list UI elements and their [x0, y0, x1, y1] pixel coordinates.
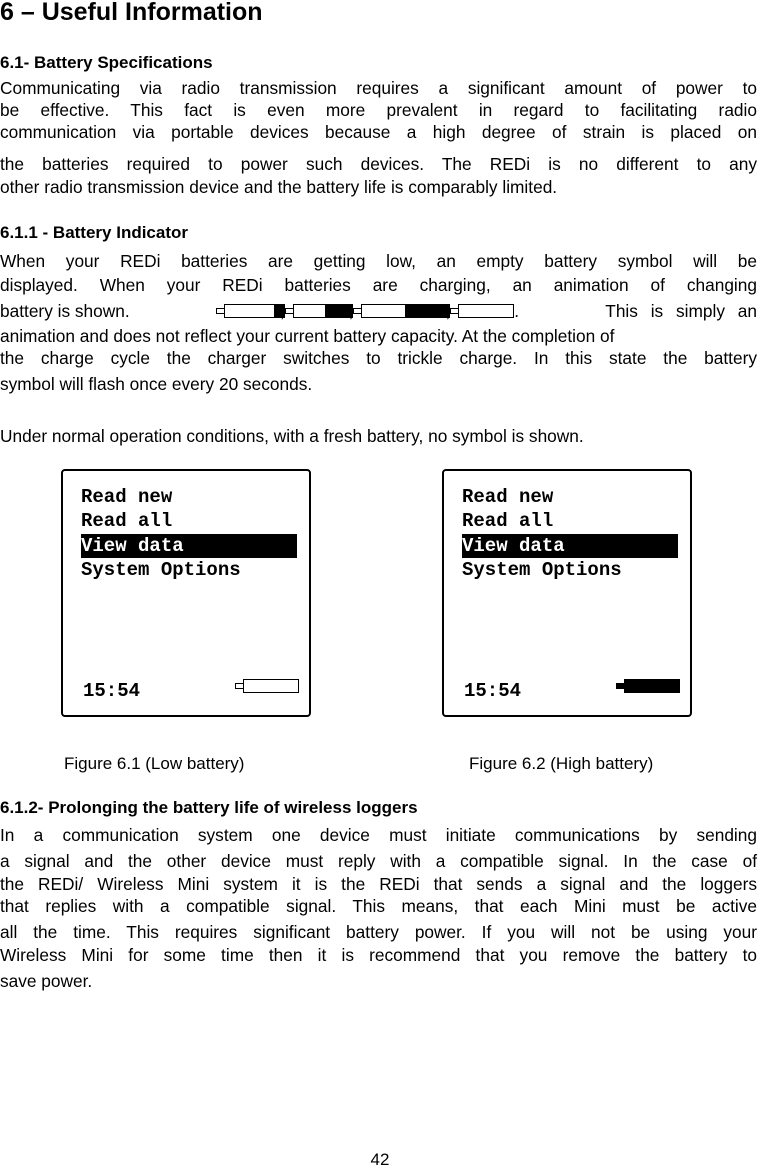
paragraph-line: all the time. This requires significant battery power. If you will not be using your: [0, 922, 757, 942]
page-title: 6 – Useful Information: [0, 0, 263, 26]
menu-item-view-data: View data: [81, 534, 297, 558]
battery-empty-icon: [216, 304, 280, 320]
paragraph-line: the batteries required to power such devices. The REDi is no different to any: [0, 154, 757, 174]
paragraph-line: Under normal operation conditions, with a fresh battery, no symbol is shown.: [0, 426, 584, 446]
battery-full-icon: [450, 304, 514, 320]
section-heading-6-1-2: 6.1.2- Prolonging the battery life of wireless loggers: [0, 798, 418, 817]
menu-item-system-options: System Options: [462, 559, 622, 581]
paragraph-line: other radio transmission device and the battery life is comparably limited.: [0, 177, 558, 197]
paragraph-line: that replies with a compatible signal. This means, that each Mini must be active: [0, 896, 757, 916]
battery-animation-line: [0, 301, 757, 322]
separator: .: [514, 301, 520, 321]
paragraph-line: a signal and the other device must reply with a compatible signal. In the case of: [0, 851, 757, 871]
battery-icon: [235, 679, 299, 695]
menu-item-read-all: Read all: [81, 510, 173, 532]
figure-caption: Figure 6.2 (High battery): [469, 754, 654, 773]
section-heading-6-1: 6.1- Battery Specifications: [0, 53, 213, 72]
device-screen-high-battery: [442, 469, 692, 717]
figure-caption: Figure 6.1 (Low battery): [64, 754, 245, 773]
paragraph-line: When your REDi batteries are getting low, an empty battery symbol will be: [0, 251, 757, 271]
device-screen-low-battery: [61, 469, 311, 717]
paragraph-line: the REDi/ Wireless Mini system it is the REDi that sends a signal and the loggers: [0, 874, 757, 894]
clock-time: 15:54: [464, 680, 522, 702]
paragraph-line: be effective. This fact is even more prevalent in regard to facilitating radio: [0, 100, 757, 120]
menu-item-view-data: View data: [462, 534, 678, 558]
paragraph-line: animation and does not reflect your current battery capacity. At the completion of: [0, 326, 615, 346]
paragraph-line: Communicating via radio transmission requires a significant amount of power to: [0, 78, 757, 98]
battery-icon: [616, 679, 680, 695]
menu-item-system-options: System Options: [81, 559, 241, 581]
clock-time: 15:54: [83, 680, 141, 702]
paragraph-line: displayed. When your REDi batteries are charging, an animation of changing: [0, 275, 757, 295]
menu-item-read-all: Read all: [462, 510, 554, 532]
paragraph-line: the charge cycle the charger switches to trickle charge. In this state the battery: [0, 348, 757, 368]
paragraph-line: Wireless Mini for some time then it is recommend that you remove the battery to: [0, 945, 757, 965]
section-heading-6-1-1: 6.1.1 - Battery Indicator: [0, 223, 189, 242]
paragraph-line: communication via portable devices because a high degree of strain is placed on: [0, 122, 757, 142]
menu-item-read-new: Read new: [462, 486, 554, 508]
paragraph-line: save power.: [0, 971, 93, 991]
paragraph-text: This is simply an: [605, 301, 757, 321]
paragraph-text: battery is shown.: [0, 301, 130, 321]
page-number: 42: [370, 1150, 390, 1169]
menu-item-read-new: Read new: [81, 486, 173, 508]
paragraph-line: symbol will flash once every 20 seconds.: [0, 374, 313, 394]
paragraph-line: In a communication system one device must initiate communications by sending: [0, 825, 757, 845]
